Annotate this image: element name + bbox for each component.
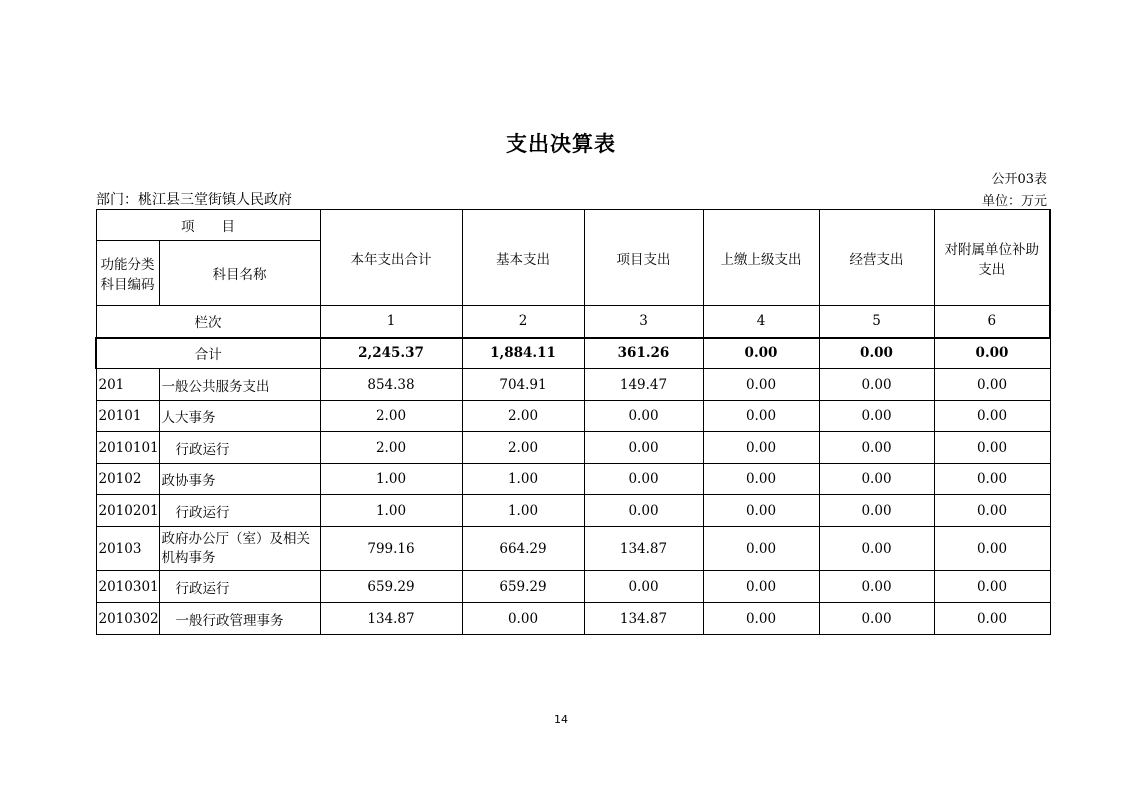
header-func-code: 功能分类科目编码 bbox=[96, 241, 159, 306]
row-value: 2.00 bbox=[462, 432, 584, 464]
row-name: 政协事务 bbox=[159, 464, 320, 495]
row-value: 0.00 bbox=[934, 401, 1050, 432]
table-row bbox=[96, 603, 1050, 635]
table-row bbox=[96, 571, 1050, 603]
header-subject-name: 科目名称 bbox=[159, 241, 320, 306]
row-value: 134.87 bbox=[584, 527, 703, 571]
row-code: 20102 bbox=[96, 464, 159, 495]
row-value: 0.00 bbox=[934, 527, 1050, 571]
row-value: 0.00 bbox=[703, 401, 819, 432]
row-value: 0.00 bbox=[584, 464, 703, 495]
column-index-label: 栏次 bbox=[96, 306, 320, 338]
row-value: 704.91 bbox=[462, 369, 584, 401]
header-operating: 经营支出 bbox=[819, 210, 934, 306]
row-value: 0.00 bbox=[703, 464, 819, 495]
page-number: 14 bbox=[554, 713, 568, 726]
row-value: 799.16 bbox=[320, 527, 462, 571]
department-label: 部门：桃江县三堂街镇人民政府 bbox=[96, 192, 292, 208]
total-value: 0.00 bbox=[934, 338, 1050, 369]
column-index: 6 bbox=[934, 306, 1050, 338]
header-subsidy: 对附属单位补助支出 bbox=[934, 210, 1050, 306]
total-value: 0.00 bbox=[819, 338, 934, 369]
row-value: 0.00 bbox=[703, 495, 819, 527]
row-value: 659.29 bbox=[462, 571, 584, 603]
row-value: 0.00 bbox=[584, 432, 703, 464]
row-code: 2010101 bbox=[96, 432, 159, 464]
row-code: 20103 bbox=[96, 527, 159, 571]
header-basic: 基本支出 bbox=[462, 210, 584, 306]
row-name: 政府办公厅（室）及相关机构事务 bbox=[159, 527, 320, 571]
row-value: 659.29 bbox=[320, 571, 462, 603]
table-row bbox=[96, 527, 1050, 571]
row-value: 0.00 bbox=[584, 401, 703, 432]
row-value: 2.00 bbox=[462, 401, 584, 432]
row-value: 0.00 bbox=[934, 495, 1050, 527]
total-value: 2,245.37 bbox=[320, 338, 462, 369]
row-value: 0.00 bbox=[703, 369, 819, 401]
page-title: 支出决算表 bbox=[506, 132, 616, 156]
column-index: 4 bbox=[703, 306, 819, 338]
row-value: 0.00 bbox=[934, 432, 1050, 464]
row-code: 2010201 bbox=[96, 495, 159, 527]
table-row bbox=[96, 401, 1050, 432]
row-value: 0.00 bbox=[819, 571, 934, 603]
row-code: 201 bbox=[96, 369, 159, 401]
row-value: 0.00 bbox=[819, 369, 934, 401]
total-value: 361.26 bbox=[584, 338, 703, 369]
row-name: 行政运行 bbox=[159, 571, 320, 603]
row-name: 一般公共服务支出 bbox=[159, 369, 320, 401]
row-value: 0.00 bbox=[703, 527, 819, 571]
row-value: 134.87 bbox=[584, 603, 703, 635]
row-value: 854.38 bbox=[320, 369, 462, 401]
table-row bbox=[96, 495, 1050, 527]
column-index: 5 bbox=[819, 306, 934, 338]
row-value: 2.00 bbox=[320, 432, 462, 464]
row-value: 0.00 bbox=[819, 401, 934, 432]
row-value: 0.00 bbox=[819, 464, 934, 495]
row-code: 2010301 bbox=[96, 571, 159, 603]
row-code: 20101 bbox=[96, 401, 159, 432]
row-value: 1.00 bbox=[462, 464, 584, 495]
header-project: 项目支出 bbox=[584, 210, 703, 306]
row-name: 行政运行 bbox=[159, 495, 320, 527]
row-value: 0.00 bbox=[703, 432, 819, 464]
row-value: 2.00 bbox=[320, 401, 462, 432]
row-value: 0.00 bbox=[703, 603, 819, 635]
table-row bbox=[96, 464, 1050, 495]
row-value: 0.00 bbox=[934, 603, 1050, 635]
table-row bbox=[96, 369, 1050, 401]
row-value: 0.00 bbox=[584, 495, 703, 527]
total-row-label: 合计 bbox=[96, 338, 320, 369]
header-item: 项 目 bbox=[96, 210, 320, 241]
row-value: 0.00 bbox=[934, 369, 1050, 401]
row-value: 664.29 bbox=[462, 527, 584, 571]
row-value: 0.00 bbox=[934, 571, 1050, 603]
row-value: 1.00 bbox=[320, 464, 462, 495]
column-index: 3 bbox=[584, 306, 703, 338]
row-value: 0.00 bbox=[819, 432, 934, 464]
expenditure-table bbox=[95, 209, 1051, 635]
header-total: 本年支出合计 bbox=[320, 210, 462, 306]
row-value: 1.00 bbox=[320, 495, 462, 527]
column-index: 2 bbox=[462, 306, 584, 338]
row-value: 0.00 bbox=[819, 603, 934, 635]
row-value: 0.00 bbox=[819, 527, 934, 571]
unit-label: 单位：万元 bbox=[981, 194, 1047, 209]
row-value: 0.00 bbox=[462, 603, 584, 635]
total-value: 0.00 bbox=[703, 338, 819, 369]
row-value: 134.87 bbox=[320, 603, 462, 635]
header-upper: 上缴上级支出 bbox=[703, 210, 819, 306]
row-name: 行政运行 bbox=[159, 432, 320, 464]
row-value: 0.00 bbox=[584, 571, 703, 603]
table-row bbox=[96, 432, 1050, 464]
row-value: 0.00 bbox=[819, 495, 934, 527]
column-index: 1 bbox=[320, 306, 462, 338]
row-value: 1.00 bbox=[462, 495, 584, 527]
total-value: 1,884.11 bbox=[462, 338, 584, 369]
form-number: 公开03表 bbox=[991, 172, 1047, 187]
row-name: 人大事务 bbox=[159, 401, 320, 432]
row-value: 149.47 bbox=[584, 369, 703, 401]
row-code: 2010302 bbox=[96, 603, 159, 635]
row-value: 0.00 bbox=[934, 464, 1050, 495]
row-value: 0.00 bbox=[703, 571, 819, 603]
row-name: 一般行政管理事务 bbox=[159, 603, 320, 635]
